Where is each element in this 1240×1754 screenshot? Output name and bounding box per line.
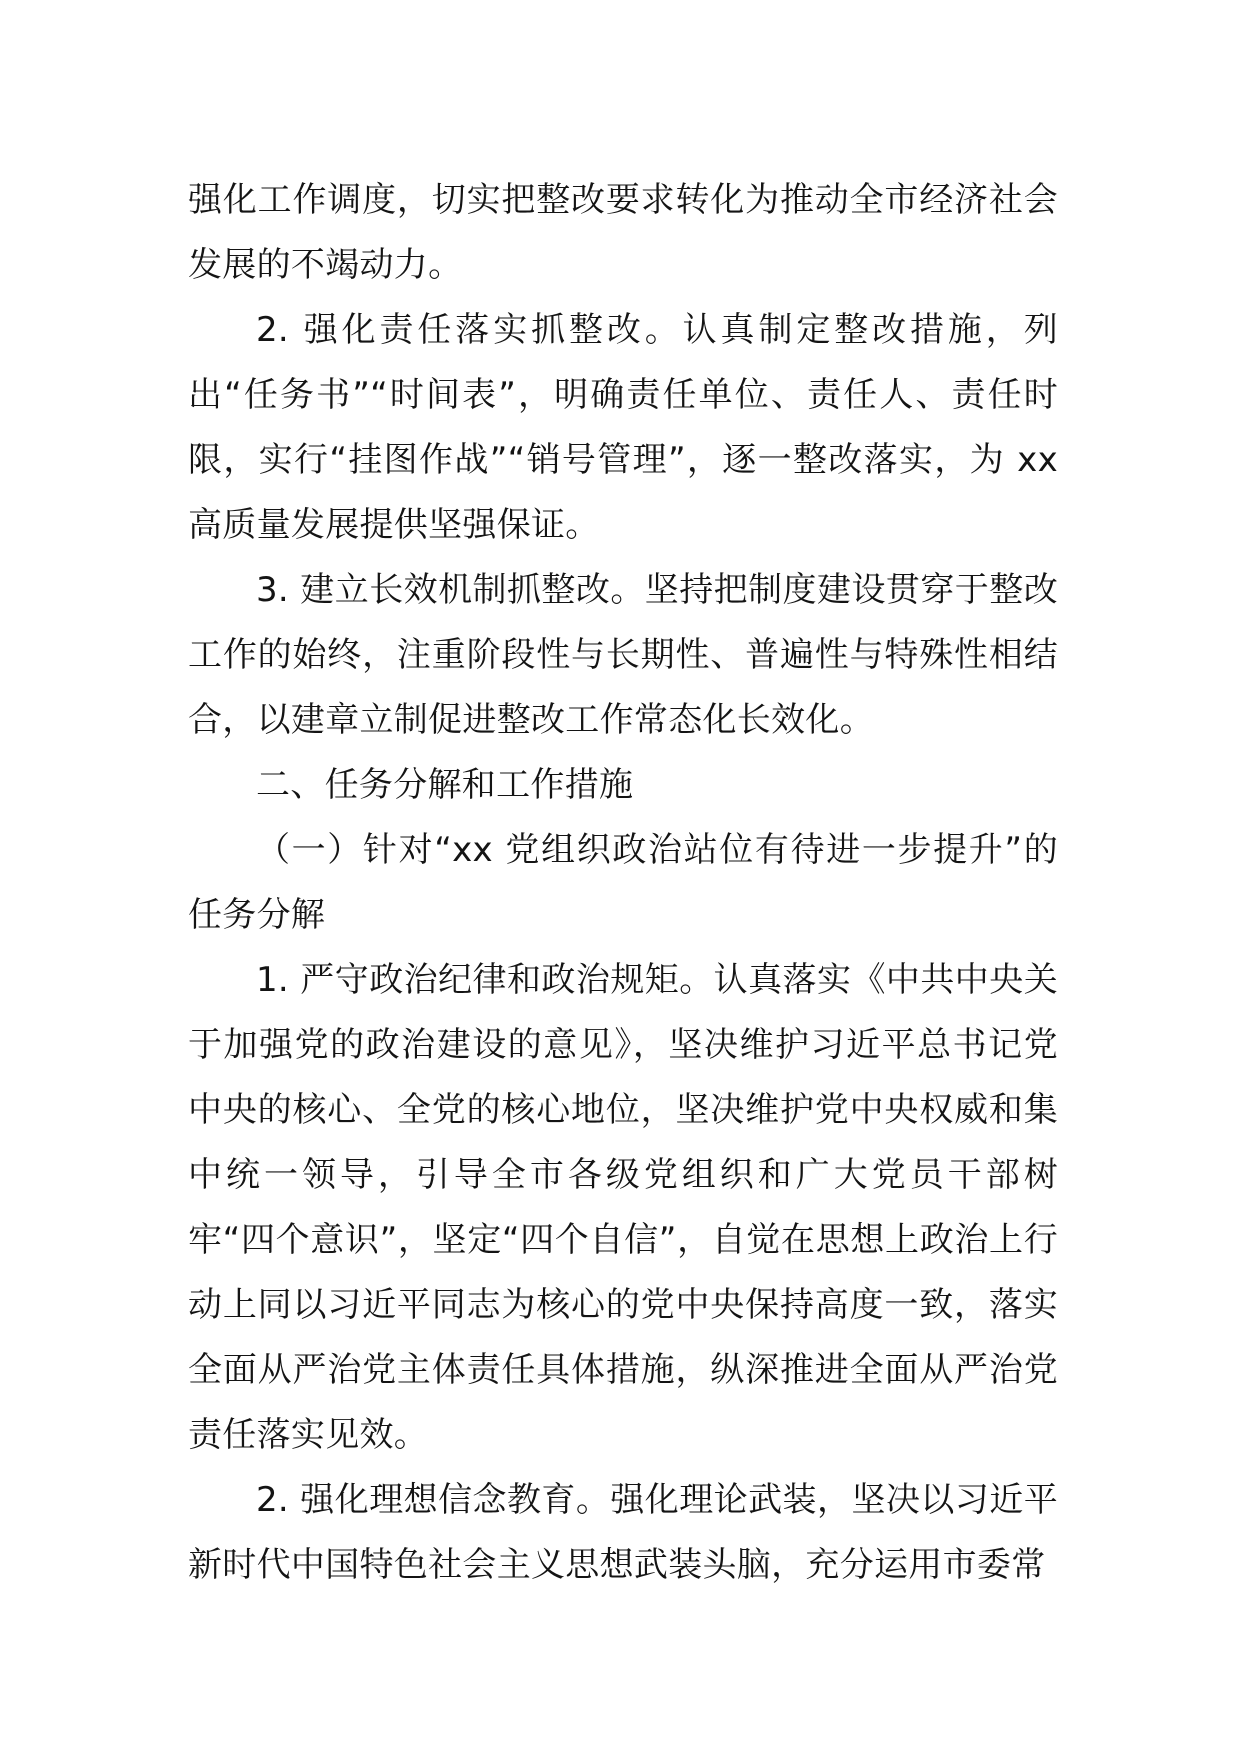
paragraph-item-3-long-term-mechanism: 3. 建立长效机制抓整改。坚持把制度建设贯穿于整改工作的始终，注重阶段性与长期性、普遍性与特殊性相结合，以建章立制促进整改工作常态化长效化。: [188, 570, 1058, 740]
paragraph-continuation: 强化工作调度，切实把整改要求转化为推动全市经济社会发展的不竭动力。: [188, 180, 1058, 285]
subsection-heading-1: （一）针对“xx 党组织政治站位有待进一步提升”的任务分解: [188, 830, 1058, 935]
section-heading-2: 二、任务分解和工作措施: [256, 765, 634, 805]
paragraph-item-2-ideals-education: 2. 强化理想信念教育。强化理论武装，坚决以习近平新时代中国特色社会主义思想武装头脑，充分运用市委常: [188, 1480, 1058, 1585]
paragraph-item-1-political-discipline: 1. 严守政治纪律和政治规矩。认真落实《中共中央关于加强党的政治建设的意见》，坚决维护习近平总书记党中央的核心、全党的核心地位，坚决维护党中央权威和集中统一领导，引导全市各级党组织和广大党员干部树牢“四个意识”，坚定“四个自信”，自觉在思想上政治上行动上同以习近平同志为核心的党中央保持高度一致，落实全面从严治党主体责任具体措施，纵深推进全面从严治党责任落实见效。: [188, 960, 1058, 1455]
paragraph-item-2-responsibility: 2. 强化责任落实抓整改。认真制定整改措施，列出“任务书”“时间表”，明确责任单位、责任人、责任时限，实行“挂图作战”“销号管理”，逐一整改落实，为 xx 高质量发展提供坚强保证。: [188, 310, 1058, 545]
document-body: [188, 168, 1058, 1598]
